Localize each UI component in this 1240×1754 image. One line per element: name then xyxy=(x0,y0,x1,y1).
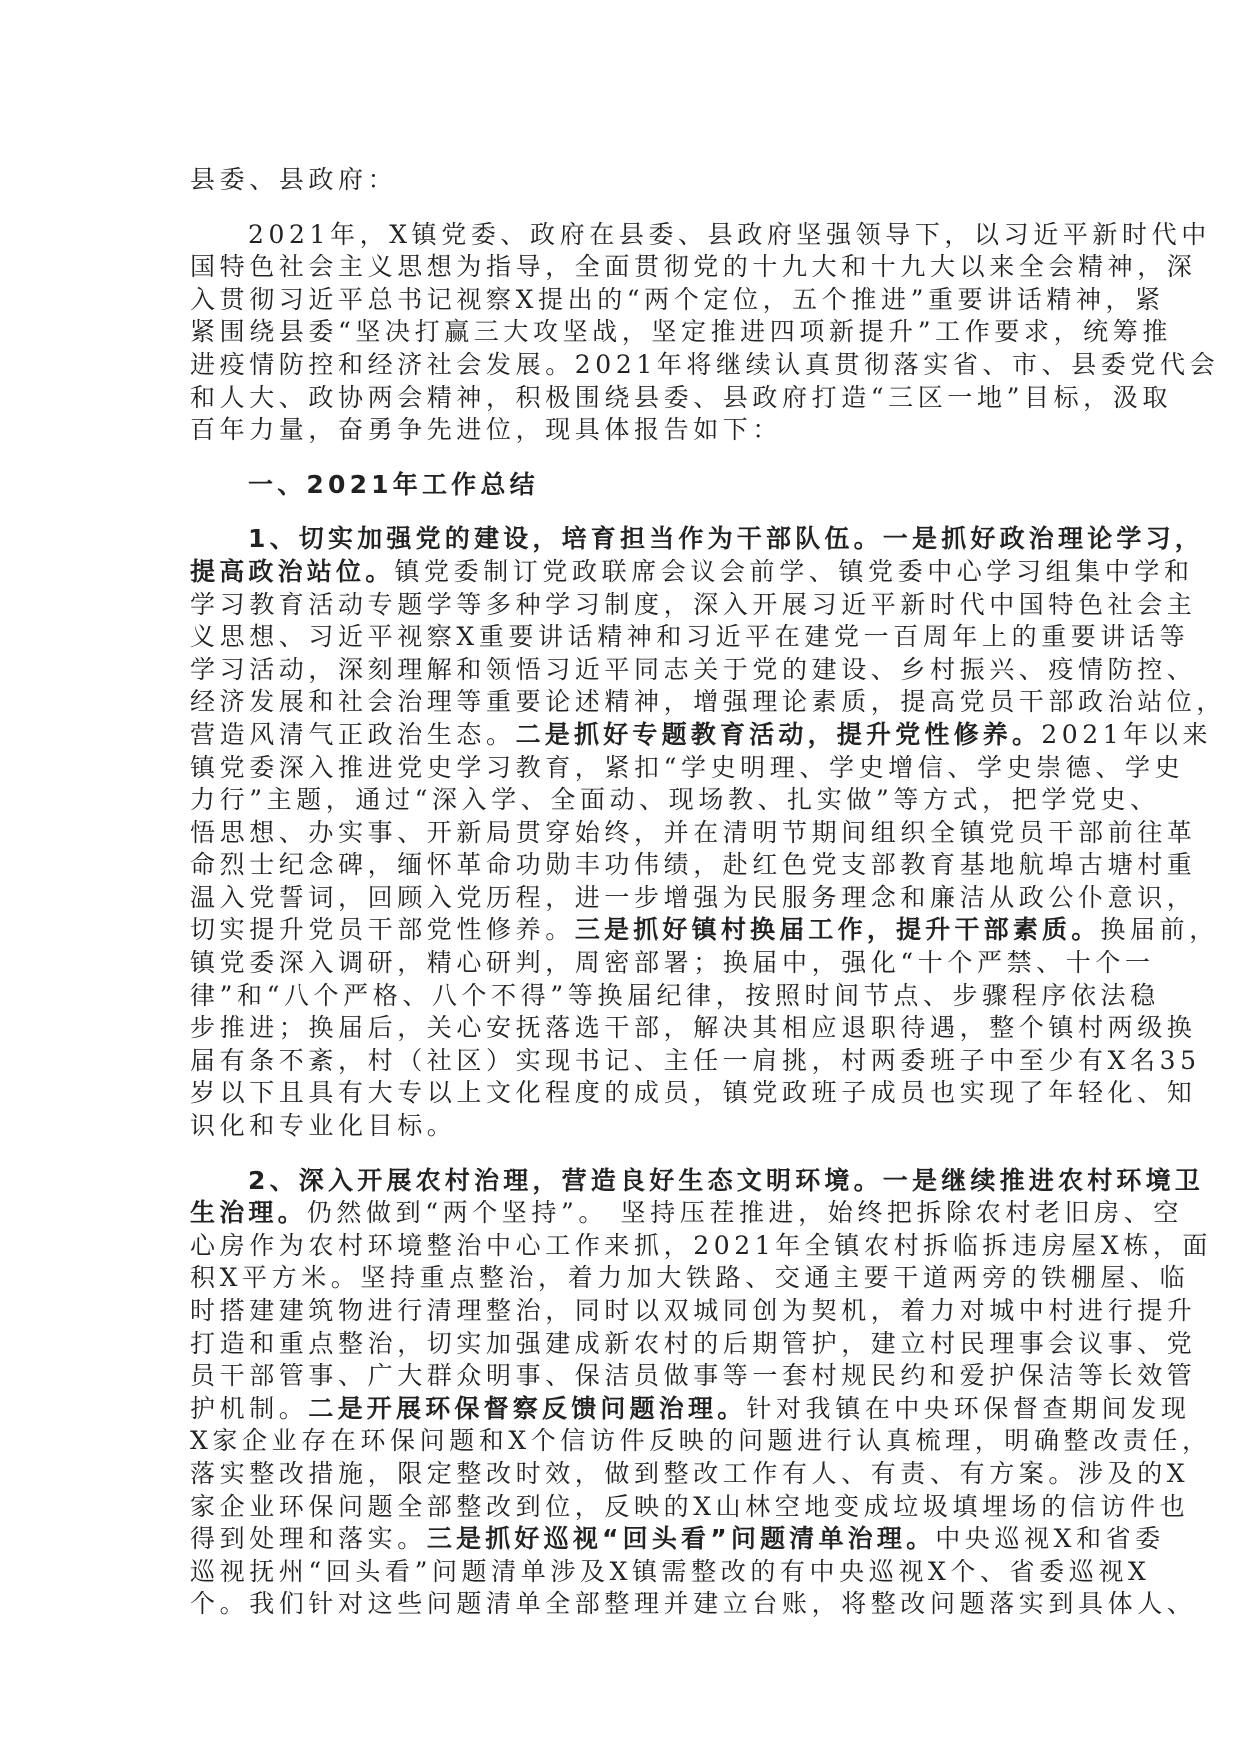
body-text: 巡视抚州“回头看”问题清单涉及X镇需整改的有中央巡视X个、省委巡视X xyxy=(190,1556,1151,1586)
body-text: 镇党委深入调研，精心研判，周密部署；换届中，强化“十个严禁、十个一 xyxy=(190,948,1155,978)
text-line xyxy=(190,1328,1197,1361)
text-line xyxy=(190,251,1197,284)
body-text: 护机制。 xyxy=(190,1393,309,1423)
text-line xyxy=(190,1458,1190,1491)
body-text: 个。我们针对这些问题清单全部整理并建立台账，将整改问题落实到具体人、 xyxy=(190,1589,1197,1619)
text-line xyxy=(190,882,1197,915)
body-text: 得到处理和落实。 xyxy=(190,1524,427,1554)
bold-text: 2、深入开展农村治理，营造良好生态文明环境。一是继续推进农村环境卫 xyxy=(248,1165,1204,1195)
body-text: 2021年以来 xyxy=(1041,719,1213,749)
bold-text: 生治理。 xyxy=(190,1198,307,1228)
body-text: 镇党委深入推进党史学习教育，紧扣“学史明理、学史增信、学史崇德、学史 xyxy=(190,752,1185,782)
bold-text: 三是抓好镇村换届工作，提升干部素质。 xyxy=(574,915,1101,945)
intro-paragraph xyxy=(190,219,1220,447)
text-line xyxy=(190,621,1190,654)
body-text: 百年力量，奋勇争先进位，现具体报告如下： xyxy=(190,415,783,445)
body-text: 进疫情防控和经济社会发展。2021年将继续认真贯彻落实省、市、县委党代会 xyxy=(190,349,1220,379)
bold-text: 提高政治站位。 xyxy=(190,556,395,586)
body-text: 经济发展和社会治理等重要论述精神，增强理论素质，提高党员干部政治站位， xyxy=(190,687,1227,717)
text-line xyxy=(190,1523,1165,1556)
body-text: 岁以下且具有大专以上文化程度的成员，镇党政班子成员也实现了年轻化、知 xyxy=(190,1078,1197,1108)
text-line xyxy=(190,914,1219,947)
text-line xyxy=(190,980,1160,1013)
text-line xyxy=(190,382,1172,415)
text-line xyxy=(190,219,1211,252)
bold-text: 二是开展环保督察反馈问题治理。 xyxy=(308,1393,747,1423)
body-text: 切实提升党员干部党性修养。 xyxy=(190,915,575,945)
text-line xyxy=(190,1110,1060,1143)
section-heading: 一、2021年工作总结 xyxy=(248,469,539,499)
text-line xyxy=(190,719,1213,752)
body-text: 员干部管事、广大群众明事、保洁员做事等一套村规民约和爱护保洁等长效管 xyxy=(190,1361,1197,1391)
body-text: X家企业存在环保问题和X个信访件反映的问题进行认真梳理，明确整改责任， xyxy=(190,1426,1212,1456)
body-text: 和人大、政协两会精神，积极围绕县委、县政府打造“三区一地”目标，汲取 xyxy=(190,382,1172,412)
body-text: 打造和重点整治，切实加强建成新农村的后期管护，建立村民理事会议事、党 xyxy=(190,1328,1197,1358)
body-text: 识化和专业化目标。 xyxy=(190,1111,457,1141)
text-line xyxy=(190,589,1197,622)
text-line xyxy=(190,1230,1213,1263)
body-text: 入贯彻习近平总书记视察X提出的“两个定位，五个推进”重要讲话精神，紧 xyxy=(190,284,1165,314)
text-line xyxy=(190,1165,1204,1198)
spacer xyxy=(190,197,1060,219)
body-text: 命烈士纪念碑，缅怀革命功勋丰功伟绩，赴红色党支部教育基地航埠古塘村重 xyxy=(190,850,1197,880)
body-text: 悟思想、办实事、开新局贯穿始终，并在清明节期间组织全镇党员干部前往革 xyxy=(190,817,1197,847)
bold-text: 1、切实加强党的建设，培育担当作为干部队伍。一是抓好政治理论学习， xyxy=(248,524,1204,554)
body-text: 步推进；换届后，关心安抚落选干部，解决其相应退职待遇，整个镇村两级换 xyxy=(190,1013,1197,1043)
text-line xyxy=(190,654,1197,687)
document-page xyxy=(190,164,1227,1621)
spacer xyxy=(190,501,1060,523)
text-line xyxy=(190,316,1172,349)
body-text: 营造风清气正政治生态。 xyxy=(190,719,516,749)
text-line xyxy=(190,1197,1183,1230)
text-line xyxy=(190,686,1227,719)
body-text: 届有条不紊，村（社区）实现书记、主任一肩挑，村两委班子中至少有X名35 xyxy=(190,1045,1201,1075)
text-line xyxy=(190,523,1204,556)
spacer xyxy=(190,447,1060,469)
body-text: 紧围绕县委“坚决打赢三大攻坚战，坚定推进四项新提升”工作要求，统筹推 xyxy=(190,317,1172,347)
body-text: 镇党委制订党政联席会议会前学、镇党委中心学习组集中学和 xyxy=(394,556,1194,586)
text-line xyxy=(190,1393,1191,1426)
text-line xyxy=(190,1588,1197,1621)
text-line xyxy=(190,1077,1197,1110)
body-text: 换届前， xyxy=(1100,915,1219,945)
text-line xyxy=(190,1556,1151,1589)
text-line xyxy=(190,556,1194,589)
body-text: 时搭建建筑物进行清理整治，同时以双城同创为契机，着力对城中村进行提升 xyxy=(190,1296,1197,1325)
text-line xyxy=(190,1295,1197,1328)
body-text: 学习活动，深刻理解和领悟习近平同志关于党的建设、乡村振兴、疫情防控、 xyxy=(190,654,1197,684)
text-line xyxy=(190,1012,1197,1045)
bold-text: 三是抓好巡视“回头看”问题清单治理。 xyxy=(426,1524,936,1554)
text-line xyxy=(190,817,1197,850)
spacer xyxy=(190,1143,1060,1165)
text-line xyxy=(190,349,1220,382)
body-text: 国特色社会主义思想为指导，全面贯彻党的十九大和十九大以来全会精神，深 xyxy=(190,252,1197,282)
body-text: 义思想、习近平视察X重要讲话精神和习近平在建党一百周年上的重要讲话等 xyxy=(190,622,1190,652)
body-text: 温入党誓词，回顾入党历程，进一步增强为民服务理念和廉洁从政公仆意识， xyxy=(190,882,1197,912)
text-line xyxy=(190,752,1185,785)
body-text: 中央巡视X和省委 xyxy=(935,1524,1165,1554)
body-text: 仍然做到“两个坚持”。 坚持压茬推进，始终把拆除农村老旧房、空 xyxy=(306,1198,1183,1228)
text-line xyxy=(190,1360,1197,1393)
text-line xyxy=(190,1262,1190,1295)
text-line xyxy=(190,947,1155,980)
body-text: 针对我镇在中央环保督查期间发现 xyxy=(746,1393,1191,1423)
text-line xyxy=(190,414,1060,447)
text-line xyxy=(190,1491,1190,1524)
paragraph-party-building xyxy=(190,523,1227,1142)
body-text: 2021年，X镇党委、政府在县委、县政府坚强领导下，以习近平新时代中 xyxy=(248,219,1211,249)
body-text: 力行”主题，通过“深入学、全面动、现场教、扎实做”等方式，把学党史、 xyxy=(190,785,1160,815)
body-text: 学习教育活动专题学等多种学习制度，深入开展习近平新时代中国特色社会主 xyxy=(190,589,1197,619)
text-line xyxy=(190,1045,1201,1078)
bold-text: 二是抓好专题教育活动，提升党性修养。 xyxy=(515,719,1042,749)
body-text: 积X平方米。坚持重点整治，着力加大铁路、交通主要干道两旁的铁棚屋、临 xyxy=(190,1263,1190,1293)
salutation: 县委、县政府： xyxy=(190,165,398,194)
paragraph-rural-governance xyxy=(190,1165,1213,1621)
body-text: 律”和“八个严格、八个不得”等换届纪律，按照时间节点、步骤程序依法稳 xyxy=(190,980,1160,1010)
body-text: 家企业环保问题全部整改到位，反映的X山林空地变成垃圾填埋场的信访件也 xyxy=(190,1491,1190,1521)
text-line xyxy=(190,849,1197,882)
body-text: 心房作为农村环境整治中心工作来抓，2021年全镇农村拆临拆违房屋X栋，面 xyxy=(190,1230,1213,1260)
text-line xyxy=(190,1425,1212,1458)
text-line xyxy=(190,284,1165,317)
body-text: 落实整改措施，限定整改时效，做到整改工作有人、有责、有方案。涉及的X xyxy=(190,1458,1190,1488)
text-line xyxy=(190,784,1160,817)
